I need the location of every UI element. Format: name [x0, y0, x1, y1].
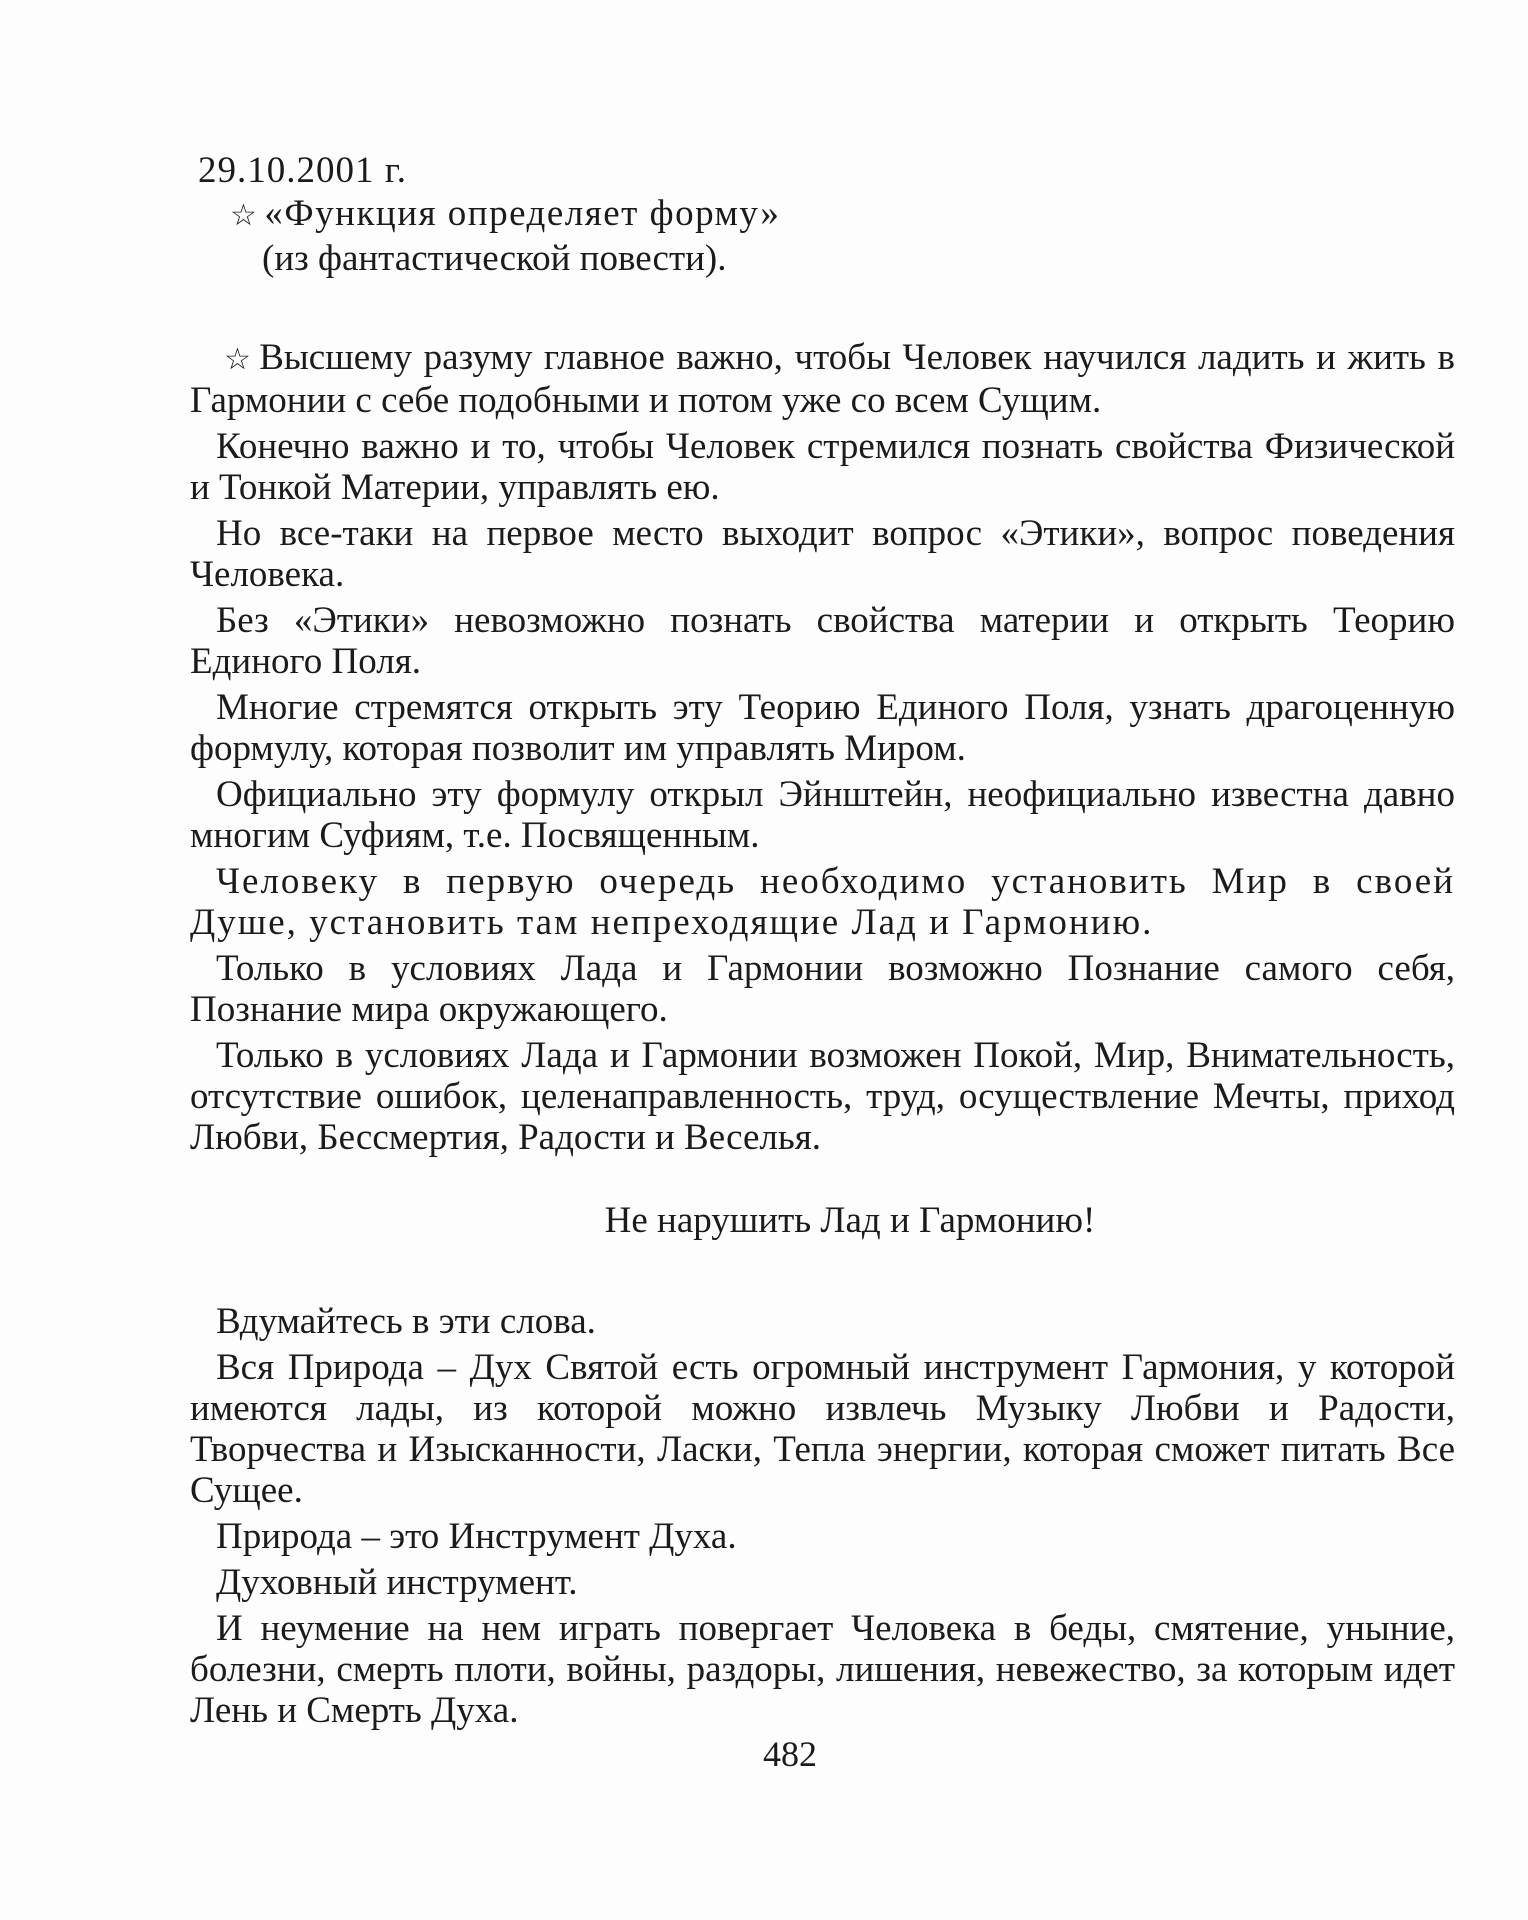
epigraph [230, 193, 1455, 236]
paragraph: Но все-таки на первое место выходит вопрос «Этики», вопрос поведения Человека. [190, 513, 1455, 595]
paragraph: Многие стремятся открыть эту Теорию Единого Поля, узнать драгоценную формулу, которая позволит им управлять Миром. [190, 687, 1455, 769]
paragraph: Вся Природа – Дух Святой есть огромный инструмент Гармония, у которой имеются лады, из которой можно извлечь Музыку Любви и Радости, Творчества и Изысканности, Ласки, Тепла энергии, которая сможет питать Все Сущее. [190, 1347, 1455, 1511]
star-icon: ☆ [230, 198, 259, 233]
paragraph: Официально эту формулу открыл Эйнштейн, неофициально известна давно многим Суфиям, т.е. Посвященным. [190, 774, 1455, 856]
epigraph-source: (из фантастической повести). [262, 238, 727, 279]
paragraph: Только в условиях Лада и Гармонии возможен Покой, Мир, Внимательность, отсутствие ошибок, целенаправленность, труд, осуществление Мечты, приход Любви, Бессмертия, Радости и Веселья. [190, 1035, 1455, 1158]
page-content [190, 150, 1455, 1736]
paragraph-text: Высшему разуму главное важно, чтобы Человек научился ладить и жить в Гармонии с себе подобными и потом уже со всем Сущим. [190, 337, 1455, 421]
paragraph: Духовный инструмент. [216, 1562, 578, 1603]
paragraph: Человеку в первую очередь необходимо установить Мир в своей Душе, установить там непреходящие Лад и Гармонию. [190, 861, 1455, 943]
paragraph: Без «Этики» невозможно познать свойства материи и открыть Теорию Единого Поля. [190, 600, 1455, 682]
paragraph [190, 337, 1455, 421]
star-icon: ☆ [224, 342, 254, 377]
paragraph: Природа – это Инструмент Духа. [216, 1516, 737, 1557]
centered-statement: Не нарушить Лад и Гармонию! [604, 1200, 1096, 1241]
page-number: 482 [763, 1734, 817, 1774]
paragraph: Только в условиях Лада и Гармонии возможно Познание самого себя, Познание мира окружающего. [190, 948, 1455, 1030]
epigraph-text: «Функция определяет форму» [264, 193, 781, 234]
entry-date: 29.10.2001 г. [198, 150, 408, 191]
body-section-2 [190, 1301, 1455, 1731]
paragraph: Конечно важно и то, чтобы Человек стремился познать свойства Физической и Тонкой Материи, управлять ею. [190, 426, 1455, 508]
paragraph: Вдумайтесь в эти слова. [216, 1301, 596, 1342]
paragraph: И неумение на нем играть повергает Человека в беды, смятение, уныние, болезни, смерть плоти, войны, раздоры, лишения, невежество, за которым идет Лень и Смерть Духа. [190, 1608, 1455, 1731]
body-section-1 [190, 337, 1455, 1158]
